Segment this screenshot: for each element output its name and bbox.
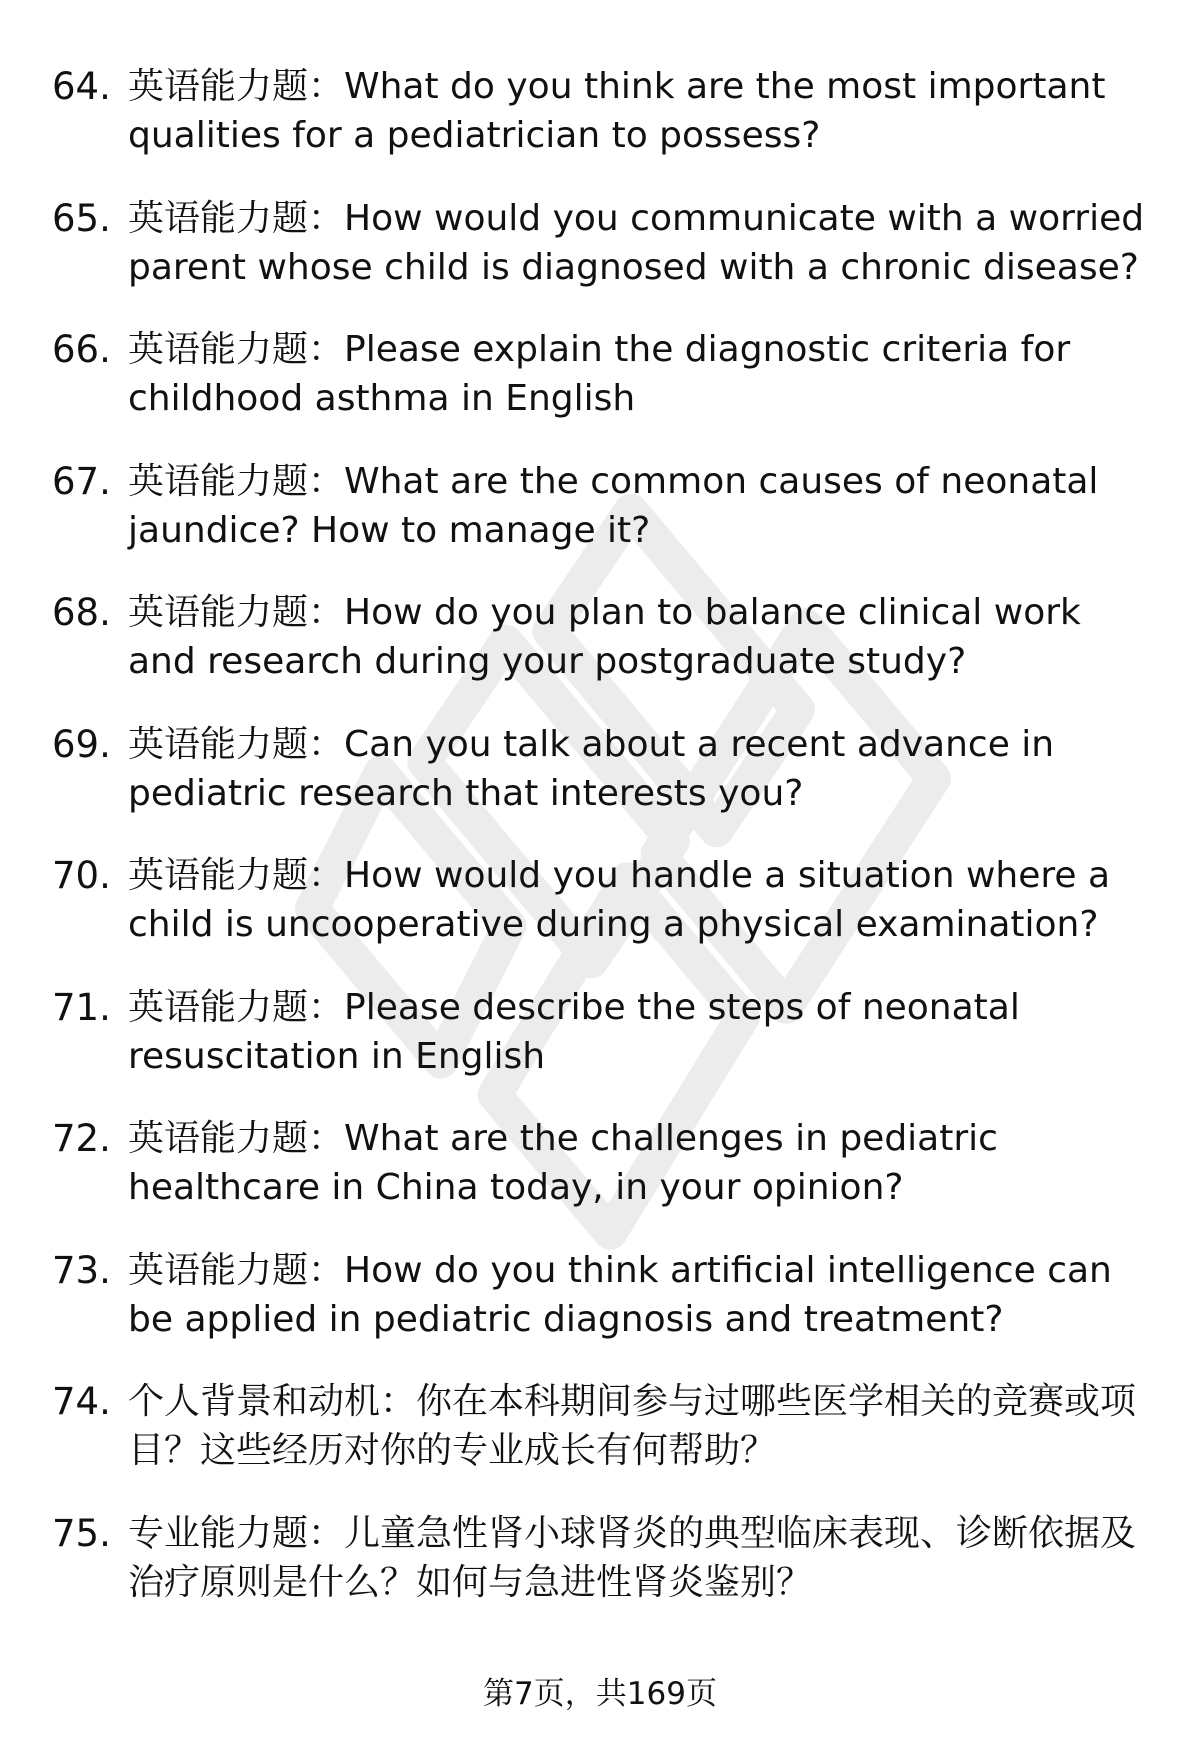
question-text	[128, 1246, 1158, 1344]
question-category: 英语能力题：	[128, 329, 345, 370]
question-item	[0, 457, 1200, 589]
question-body: What are the common causes of neonatal jaundice? How to manage it?	[128, 460, 1099, 551]
question-item	[0, 1377, 1200, 1509]
question-item	[0, 588, 1200, 720]
question-text	[128, 1377, 1158, 1475]
question-body: How would you communicate with a worried parent whose child is diagnosed with a chronic disease?	[128, 197, 1145, 288]
question-text	[128, 62, 1158, 160]
question-item	[0, 720, 1200, 852]
question-number: 67.	[52, 459, 111, 503]
question-number: 71.	[52, 985, 111, 1029]
question-number: 64.	[52, 65, 111, 108]
question-number: 73.	[52, 1248, 111, 1292]
question-category: 英语能力题：	[128, 66, 345, 107]
question-body: Can you talk about a recent advance in pediatric research that interests you?	[128, 723, 1055, 814]
question-category: 英语能力题：	[128, 1118, 345, 1159]
question-number: 65.	[52, 196, 111, 240]
question-number: 69.	[52, 722, 111, 766]
question-number: 75.	[52, 1511, 111, 1555]
page-number-label: 第7页，共169页	[483, 1676, 717, 1712]
question-category: 专业能力题：	[128, 1512, 345, 1554]
page-footer	[0, 1672, 1200, 1716]
question-text	[128, 325, 1158, 423]
question-body: How do you think artificial intelligence can be applied in pediatric diagnosis and treatment?	[128, 1249, 1112, 1340]
question-text	[128, 851, 1158, 949]
question-item	[0, 851, 1200, 983]
question-text	[128, 1114, 1158, 1212]
question-number: 74.	[52, 1380, 111, 1423]
question-body: How do you plan to balance clinical work and research during your postgraduate study?	[128, 592, 1081, 682]
question-category: 英语能力题：	[128, 855, 345, 896]
question-body: 儿童急性肾小球肾炎的典型临床表现、诊断依据及治疗原则是什么？如何与急进性肾炎鉴别？	[128, 1512, 1137, 1603]
question-item	[0, 62, 1200, 194]
question-item	[0, 1509, 1200, 1641]
question-item	[0, 1246, 1200, 1378]
question-category: 个人背景和动机：	[128, 1381, 417, 1422]
question-body: What are the challenges in pediatric healthcare in China today, in your opinion?	[128, 1118, 998, 1208]
question-text	[128, 588, 1158, 686]
question-list	[0, 62, 1200, 1640]
question-category: 英语能力题：	[128, 986, 345, 1028]
question-body: How would you handle a situation where a child is uncooperative during a physical examination?	[128, 855, 1111, 945]
question-text	[128, 457, 1158, 555]
question-body: What do you think are the most important qualities for a pediatrician to possess?	[128, 66, 1106, 156]
question-number: 66.	[52, 328, 111, 371]
question-body: Please explain the diagnostic criteria for childhood asthma in English	[128, 329, 1071, 419]
question-category: 英语能力题：	[128, 1249, 345, 1291]
question-item	[0, 325, 1200, 457]
question-category: 英语能力题：	[128, 592, 345, 633]
question-text	[128, 1509, 1158, 1607]
question-body: 你在本科期间参与过哪些医学相关的竞赛或项目？这些经历对你的专业成长有何帮助？	[128, 1381, 1137, 1471]
question-number: 70.	[52, 854, 111, 897]
question-text	[128, 720, 1158, 818]
question-item	[0, 194, 1200, 326]
question-category: 英语能力题：	[128, 723, 345, 765]
question-text	[128, 194, 1158, 292]
question-category: 英语能力题：	[128, 460, 345, 502]
question-text	[128, 983, 1158, 1081]
question-body: Please describe the steps of neonatal resuscitation in English	[128, 986, 1020, 1077]
question-category: 英语能力题：	[128, 197, 345, 239]
question-number: 72.	[52, 1117, 111, 1160]
question-number: 68.	[52, 591, 111, 634]
question-item	[0, 1114, 1200, 1246]
question-item	[0, 983, 1200, 1115]
